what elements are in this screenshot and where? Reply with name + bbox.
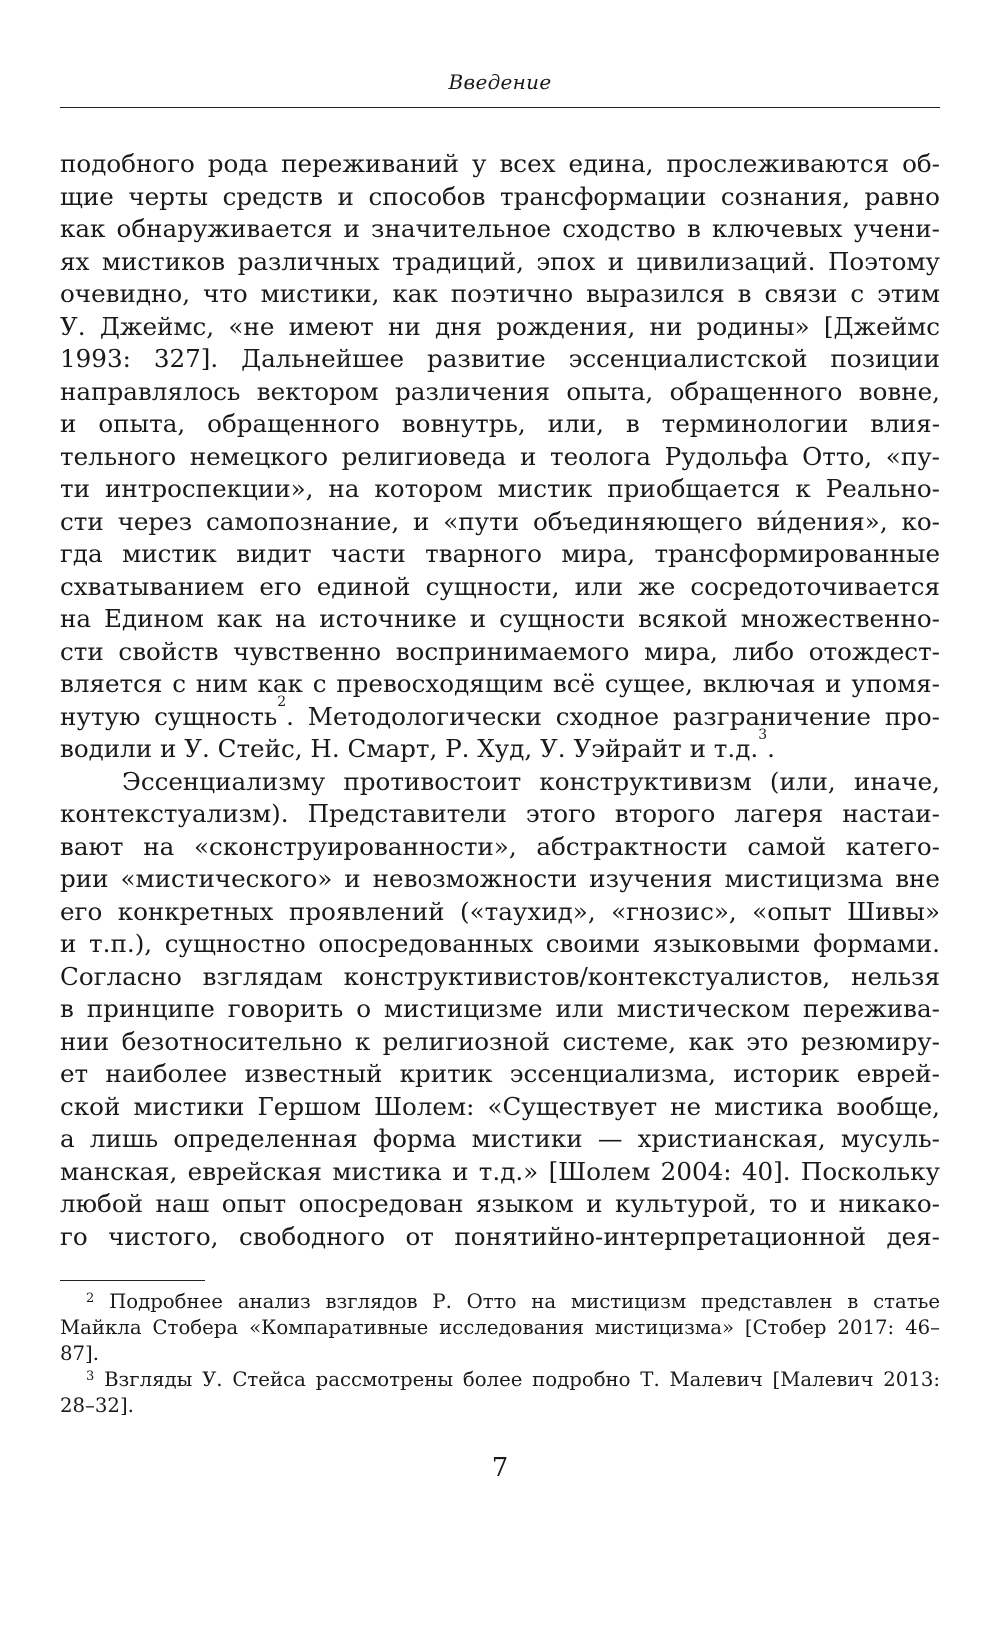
text-line: рии «мистического» и невозможности изучения мистицизма вне bbox=[60, 864, 940, 893]
text-line-with-footnote-ref: водили и У. Стейс, Н. Смарт, Р. Худ, У. Уэйрайт и т.д.$^3$. bbox=[60, 726, 775, 763]
text-line: гда мистик видит части тварного мира, трансформированные bbox=[60, 539, 940, 568]
text-line: ской мистики Гершом Шолем: «Существует не мистика вообще, bbox=[60, 1091, 940, 1121]
text-line: щие черты средств и способов трансформации сознания, равно bbox=[60, 181, 940, 211]
footnote-line: 28–32]. bbox=[60, 1394, 134, 1417]
footnote-2: $^2$ Подробнее анализ взглядов Р. Отто на мистицизм представлен в статье bbox=[86, 1290, 940, 1313]
text-line: направлялось вектором различения опыта, обращенного вовне, bbox=[60, 376, 940, 406]
header-divider bbox=[60, 107, 940, 108]
text-line: манская, еврейская мистика и т.д.» [Шолем 2004: 40]. Поскольку bbox=[60, 1156, 940, 1186]
page-number: 7 bbox=[491, 1453, 509, 1483]
text-line: ти интроспекции», на котором мистик приобщается к Реально- bbox=[60, 474, 940, 503]
footnote-line: Майкла Стобера «Компаративные исследования мистицизма» [Стобер 2017: 46– bbox=[60, 1316, 940, 1339]
footnote-ref-2[interactable]: 2 bbox=[277, 694, 287, 711]
text-line: на Едином как на источнике и сущности всякой множественно- bbox=[60, 604, 940, 633]
footnote-ref-3[interactable]: 3 bbox=[758, 726, 768, 743]
text-line: сти свойств чувственно воспринимаемого мира, либо отождест- bbox=[60, 636, 940, 666]
text-line: Согласно взглядам конструктивистов/контекстуалистов, нельзя bbox=[60, 961, 940, 991]
text-line: и т.п.), сущностно опосредованных своими языковыми формами. bbox=[60, 929, 940, 958]
footnote-divider bbox=[60, 1280, 205, 1281]
footnote-3: $^3$ Взгляды У. Стейса рассмотрены более подробно Т. Малевич [Малевич 2013: bbox=[86, 1368, 940, 1391]
text-line: в принципе говорить о мистицизме или мистическом пережива- bbox=[60, 994, 940, 1023]
text-line: нии безотносительно к религиозной системе, как это резюмиру- bbox=[60, 1026, 940, 1056]
text-line: сти через самопознание, и «пути объединяющего ви́дения», ко- bbox=[60, 506, 940, 536]
text-line: подобного рода переживаний у всех едина, прослеживаются об- bbox=[60, 149, 940, 178]
text-line: 1993: 327]. Дальнейшее развитие эссенциалистской позиции bbox=[60, 344, 940, 373]
footnotes bbox=[60, 1289, 940, 1419]
text-line: ях мистиков различных традиций, эпох и цивилизаций. Поэтому bbox=[60, 246, 940, 276]
footnote-line: 87]. bbox=[60, 1342, 99, 1365]
main-text bbox=[60, 148, 940, 1253]
text-line: как обнаруживается и значительное сходство в ключевых учени- bbox=[60, 214, 940, 243]
text-line: а лишь определенная форма мистики — христианская, мусуль- bbox=[60, 1124, 940, 1153]
text-line: и опыта, обращенного вовнутрь, или, в терминологии влия- bbox=[60, 409, 940, 438]
text-line: его конкретных проявлений («таухид», «гнозис», «опыт Шивы» bbox=[60, 896, 940, 926]
paragraph-first-line: Эссенциализму противостоит конструктивизм (или, иначе, bbox=[122, 766, 940, 796]
text-line: вают на «сконструированности», абстрактности самой катего- bbox=[60, 831, 940, 861]
text-line: контекстуализм). Представители этого второго лагеря настаи- bbox=[60, 799, 940, 828]
text-line: тельного немецкого религиоведа и теолога Рудольфа Отто, «пу- bbox=[60, 441, 940, 471]
text-line: ет наиболее известный критик эссенциализма, историк еврей- bbox=[60, 1059, 940, 1088]
running-title: Введение bbox=[448, 70, 552, 94]
footnote-number: 2 bbox=[86, 1291, 95, 1306]
text-line: любой наш опыт опосредован языком и культурой, то и никако- bbox=[60, 1189, 940, 1218]
text-line: го чистого, свободного от понятийно-интерпретационной дея- bbox=[60, 1221, 940, 1251]
text-line-with-footnote-ref: нутую сущность$^2$. Методологически сходное разграничение про- bbox=[60, 694, 940, 731]
text-line: схватыванием его единой сущности, или же сосредоточивается bbox=[60, 571, 940, 601]
text-line: вляется с ним как с превосходящим всё сущее, включая и упомя- bbox=[60, 669, 940, 698]
footnote-number: 3 bbox=[86, 1369, 95, 1384]
text-line: У. Джеймс, «не имеют ни дня рождения, ни родины» [Джеймс bbox=[60, 311, 940, 341]
text-line: очевидно, что мистики, как поэтично выразился в связи с этим bbox=[60, 279, 940, 308]
